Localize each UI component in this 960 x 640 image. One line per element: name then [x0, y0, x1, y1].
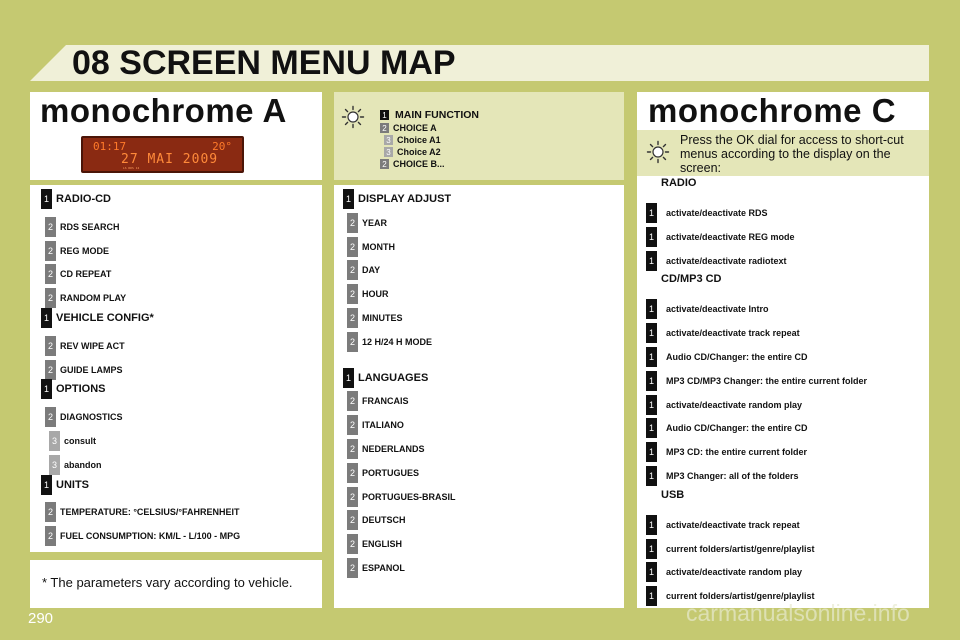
menu-item-label: REG MODE — [60, 245, 110, 256]
menu-row — [646, 585, 815, 607]
level-badge: 2 — [45, 502, 56, 522]
level-badge: 1 — [646, 371, 657, 391]
menu-item-label: REV WIPE ACT — [60, 340, 125, 351]
menu-row — [347, 438, 425, 460]
level-badge: 1 — [646, 586, 657, 606]
menu-item-label: FUEL CONSUMPTION: KM/L - L/100 - MPG — [60, 531, 241, 542]
menu-row — [646, 441, 807, 463]
level-badge: 2 — [45, 360, 56, 380]
main-function-panel — [334, 92, 624, 180]
level-badge: 2 — [347, 260, 358, 280]
level-badge: 2 — [347, 439, 358, 459]
menu-item-label: Audio CD/Changer: the entire CD — [666, 423, 808, 434]
intro-text: Press the OK dial for access to short-cut menus according to the display on the screen: — [680, 133, 904, 175]
legend-row — [380, 122, 479, 134]
level-badge: 1 — [646, 442, 657, 462]
menu-row — [45, 406, 123, 428]
monochrome-a-title: monochrome A — [40, 92, 287, 129]
legend-label: CHOICE B... — [393, 159, 445, 169]
level-badge: 1 — [343, 189, 354, 209]
menu-item-label: MONTH — [362, 241, 395, 252]
menu-row — [49, 430, 96, 452]
menu-item-label: activate/deactivate track repeat — [666, 519, 800, 530]
menu-item-label: DAY — [362, 265, 381, 276]
level-badge: 2 — [45, 217, 56, 237]
menu-item-label: ESPANOL — [362, 563, 405, 573]
menu-row — [347, 283, 389, 305]
menu-row — [646, 370, 867, 392]
sun-icon-2 — [646, 140, 670, 164]
menu-row — [646, 298, 769, 320]
level-badge: 2 — [380, 123, 389, 133]
menu-item-label: TEMPERATURE: °CELSIUS/°FAHRENHEIT — [60, 507, 240, 518]
level-badge: 2 — [347, 332, 358, 352]
lcd-temp: 20° — [212, 140, 232, 153]
legend-label: Choice A2 — [397, 147, 441, 157]
level-badge: 1 — [41, 189, 52, 209]
menu-row — [347, 236, 395, 258]
level-badge: 2 — [347, 463, 358, 483]
level-badge: 1 — [646, 562, 657, 582]
menu-row — [347, 486, 456, 508]
menu-row — [646, 346, 808, 368]
level-badge: 2 — [45, 241, 56, 261]
menu-row — [646, 561, 802, 583]
menu-row — [347, 509, 406, 531]
level-badge: 2 — [45, 407, 56, 427]
menu-item-label: RANDOM PLAY — [60, 293, 127, 304]
level-badge: 1 — [41, 308, 52, 328]
menu-item-label: YEAR — [362, 217, 388, 228]
menu-row — [343, 188, 451, 210]
level-badge: 2 — [45, 526, 56, 546]
menu-row — [347, 462, 419, 484]
level-badge: 3 — [49, 455, 60, 475]
footnote: * The parameters vary according to vehicle. — [42, 575, 293, 590]
level-badge: 2 — [347, 308, 358, 328]
menu-row — [646, 202, 768, 224]
menu-row — [45, 359, 123, 381]
menu-item-label: HOUR — [362, 289, 389, 300]
menu-row — [41, 307, 154, 329]
legend-label: Choice A1 — [397, 135, 441, 145]
menu-item-label: LANGUAGES — [358, 371, 429, 384]
menu-item-label: PORTUGUES — [362, 467, 420, 478]
menu-item-label: MP3 CD: the entire current folder — [666, 447, 808, 458]
menu-item-label: VEHICLE CONFIG* — [56, 312, 154, 324]
level-badge: 1 — [41, 475, 52, 495]
level-badge: 1 — [343, 368, 354, 388]
menu-row — [347, 307, 403, 329]
level-badge: 1 — [646, 539, 657, 559]
level-badge: 3 — [384, 135, 393, 145]
monochrome-c-title: monochrome C — [648, 92, 897, 129]
level-badge: 1 — [646, 323, 657, 343]
legend-label: MAIN FUNCTION — [395, 109, 479, 121]
level-badge: 3 — [384, 147, 393, 157]
menu-row — [45, 335, 125, 357]
menu-item-label: OPTIONS — [56, 383, 106, 396]
menu-row — [347, 533, 402, 555]
menu-row — [347, 212, 387, 234]
legend-label: CHOICE A — [393, 123, 437, 133]
level-badge: 2 — [45, 336, 56, 356]
menu-item-label: RDS SEARCH — [60, 221, 120, 232]
lcd-small-text: LS RDS 12 — [123, 166, 140, 170]
shortcut-section-title: CD/MP3 CD — [661, 273, 722, 286]
shortcut-section-title: USB — [661, 488, 685, 501]
level-badge: 1 — [646, 251, 657, 271]
menu-item-label: activate/deactivate RDS — [666, 208, 768, 218]
level-badge: 1 — [646, 203, 657, 223]
menu-row — [45, 525, 240, 547]
menu-row — [45, 501, 240, 523]
level-badge: 1 — [646, 466, 657, 486]
level-badge: 3 — [49, 431, 60, 451]
menu-row — [49, 454, 102, 476]
menu-item-label: Audio CD/Changer: the entire CD — [666, 352, 808, 362]
level-badge: 1 — [646, 299, 657, 319]
legend-row — [384, 134, 479, 146]
menu-item-label: activate/deactivate random play — [666, 567, 803, 578]
level-badge: 1 — [646, 395, 657, 415]
level-badge: 2 — [347, 415, 358, 435]
menu-item-label: MP3 CD/MP3 Changer: the entire current folder — [666, 375, 868, 386]
level-badge: 2 — [347, 237, 358, 257]
menu-row — [45, 287, 126, 309]
menu-row — [646, 250, 787, 272]
menu-item-label: activate/deactivate track repeat — [666, 328, 800, 339]
lcd-time: 01:17 — [93, 140, 127, 153]
menu-item-label: DISPLAY ADJUST — [358, 193, 452, 205]
lcd-date: 27 MAI 2009 — [121, 152, 219, 167]
menu-item-label: current folders/artist/genre/playlist — [666, 543, 815, 554]
menu-row — [347, 557, 405, 579]
shortcut-section-title: RADIO — [661, 177, 697, 189]
level-badge: 2 — [347, 284, 358, 304]
menu-row — [41, 378, 106, 400]
menu-item-label: ENGLISH — [362, 539, 403, 550]
level-badge: 2 — [347, 391, 358, 411]
menu-row — [41, 188, 111, 210]
menu-item-label: UNITS — [56, 478, 89, 491]
legend-row — [384, 146, 479, 158]
menu-row — [347, 414, 404, 436]
menu-item-label: MINUTES — [362, 313, 403, 323]
page-title: 08 SCREEN MENU MAP — [72, 44, 456, 82]
menu-row — [646, 394, 802, 416]
level-badge: 2 — [347, 510, 358, 530]
menu-item-label: activate/deactivate REG mode — [666, 231, 795, 242]
menu-row — [646, 417, 808, 439]
sun-icon — [341, 105, 365, 129]
legend-row — [380, 158, 479, 170]
menu-row — [343, 367, 428, 389]
menu-item-label: activate/deactivate radiotext — [666, 255, 787, 266]
menu-row — [347, 259, 380, 281]
menu-item-label: abandon — [64, 459, 102, 470]
level-badge: 1 — [646, 418, 657, 438]
level-badge: 2 — [380, 159, 389, 169]
menu-item-label: MP3 Changer: all of the folders — [666, 471, 799, 481]
level-badge: 2 — [347, 487, 358, 507]
legend-row — [380, 108, 479, 122]
level-badge: 2 — [347, 534, 358, 554]
menu-item-label: DIAGNOSTICS — [60, 412, 123, 423]
menu-item-label: ITALIANO — [362, 420, 404, 431]
menu-item-label: GUIDE LAMPS — [60, 364, 123, 375]
menu-item-label: activate/deactivate random play — [666, 399, 803, 410]
menu-item-label: 12 H/24 H MODE — [362, 336, 433, 347]
menu-row — [646, 514, 800, 536]
menu-item-label: RADIO-CD — [56, 193, 111, 205]
menu-item-label: PORTUGUES-BRASIL — [362, 491, 456, 502]
menu-row — [41, 474, 89, 496]
menu-row — [45, 263, 111, 285]
menu-row — [347, 390, 409, 412]
menu-item-label: FRANCAIS — [362, 396, 409, 407]
menu-item-label: DEUTSCH — [362, 515, 406, 526]
level-badge: 2 — [347, 558, 358, 578]
level-badge: 1 — [380, 110, 389, 120]
menu-row — [646, 538, 815, 560]
level-badge: 1 — [41, 379, 52, 399]
menu-row — [646, 226, 795, 248]
level-badge: 1 — [646, 347, 657, 367]
menu-row — [45, 240, 109, 262]
level-badge: 1 — [646, 227, 657, 247]
menu-item-label: consult — [64, 436, 97, 446]
main-function-legend — [380, 108, 479, 170]
level-badge: 2 — [45, 264, 56, 284]
watermark: carmanualsonline.info — [686, 600, 910, 626]
menu-item-label: CD REPEAT — [60, 269, 112, 280]
level-badge: 1 — [646, 515, 657, 535]
menu-row — [347, 331, 432, 353]
menu-item-label: activate/deactivate Intro — [666, 304, 769, 315]
level-badge: 2 — [45, 288, 56, 308]
page-number: 290 — [28, 610, 54, 627]
level-badge: 2 — [347, 213, 358, 233]
lcd-display — [81, 136, 244, 173]
menu-row — [45, 216, 120, 238]
menu-row — [646, 465, 799, 487]
menu-row — [646, 322, 800, 344]
menu-item-label: NEDERLANDS — [362, 444, 425, 454]
menu-item-label: current folders/artist/genre/playlist — [666, 591, 815, 602]
